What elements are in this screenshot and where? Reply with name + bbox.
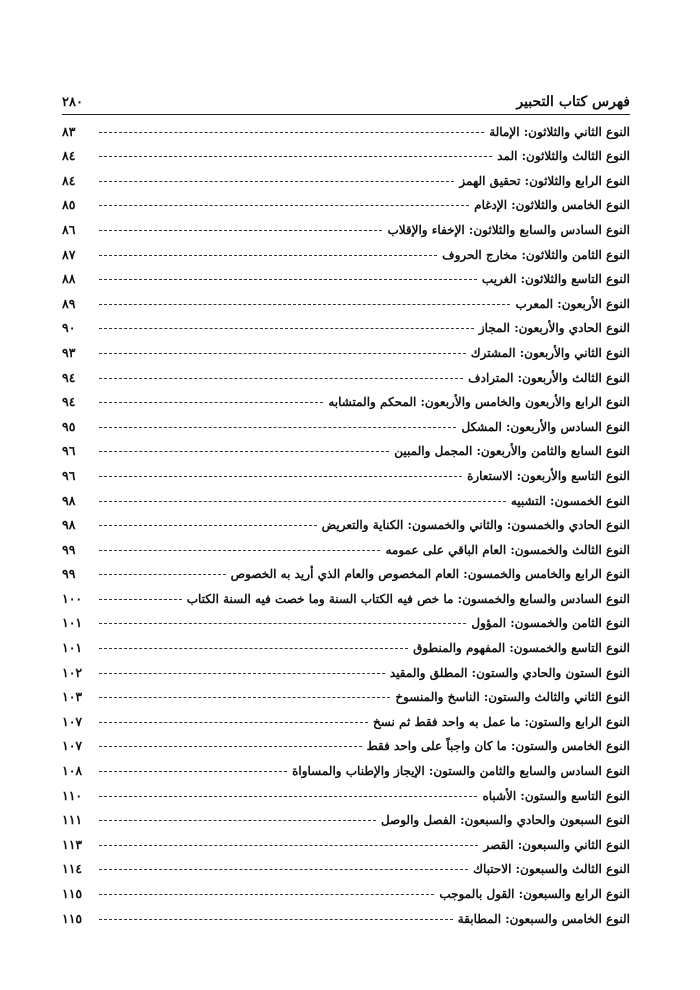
dot-leader (99, 648, 408, 649)
toc-entry (62, 778, 630, 803)
toc-entry (62, 335, 630, 360)
entry-page-number: ١١١ (62, 812, 83, 828)
entry-page-number: ٩٥ (62, 418, 76, 434)
toc-entry (62, 114, 630, 139)
entry-page-number: ١٠٠ (62, 590, 83, 606)
toc-entry (62, 360, 630, 385)
toc-entry (62, 655, 630, 680)
toc-entry (62, 704, 630, 729)
dot-leader (99, 894, 434, 895)
running-header (62, 88, 630, 110)
toc-entry (62, 901, 630, 926)
dot-leader (99, 673, 385, 674)
dot-leader (99, 919, 453, 920)
entry-title: النوع الثالث والخمسون: العام الباقي على عمومه (385, 542, 630, 557)
toc-entry (62, 606, 630, 631)
dot-leader (99, 353, 466, 354)
toc-entry (62, 508, 630, 533)
entry-title: النوع الخامس والثلاثون: الإدغام (474, 198, 630, 213)
entry-page-number: ١١٥ (62, 910, 83, 926)
dot-leader (99, 378, 463, 379)
dot-leader (99, 623, 466, 624)
entry-page-number: ٨٤ (62, 172, 76, 188)
dot-leader (99, 722, 368, 723)
entry-title: النوع الرابع والثلاثون: تحقيق الهمز (459, 173, 630, 188)
toc-entry (62, 458, 630, 483)
dot-leader (99, 599, 182, 600)
dot-leader (99, 501, 506, 502)
dot-leader (99, 796, 477, 797)
entry-title: النوع الثالث والأربعون: المترادف (468, 370, 630, 385)
entry-title: النوع الثاني والأربعون: المشترك (470, 345, 630, 360)
header-title: فهرس كتاب التحبير (516, 94, 630, 110)
entry-page-number: ١١٠ (62, 787, 83, 803)
dot-leader (99, 697, 390, 698)
entry-page-number: ١٠١ (62, 640, 83, 656)
entry-page-number: ٨٥ (62, 197, 76, 213)
entry-title: النوع الرابع والستون: ما عمل به واحد فقط ثم نسخ (373, 714, 630, 729)
entry-title: النوع الثامن والخمسون: المؤول (471, 616, 630, 631)
entry-page-number: ٨٨ (62, 271, 76, 287)
toc-entry (62, 188, 630, 213)
toc-entry (62, 852, 630, 877)
toc-entry (62, 139, 630, 164)
entry-title: النوع الحادي والأربعون: المجاز (478, 321, 630, 336)
toc-entry (62, 483, 630, 508)
toc-entry (62, 385, 630, 410)
dot-leader (99, 304, 510, 305)
entry-title: النوع التاسع والستون: الأشباه (482, 788, 630, 803)
entry-title: النوع الخمسون: التشبيه (510, 493, 630, 508)
entry-title: النوع الستون والحادي والستون: المطلق والمقيد (389, 665, 630, 680)
toc-entry (62, 753, 630, 778)
entry-title: النوع الثالث والسبعون: الاحتباك (473, 862, 630, 877)
dot-leader (99, 820, 376, 821)
entry-page-number: ٨٣ (62, 123, 76, 139)
toc-entry (62, 409, 630, 434)
dot-leader (99, 771, 287, 772)
entry-page-number: ١١٥ (62, 886, 83, 901)
entry-title: النوع الخامس والستون: ما كان واجباً على واحد فقط (366, 739, 630, 754)
entry-page-number: ١٠٨ (62, 763, 83, 779)
toc-entry (62, 630, 630, 655)
entry-page-number: ٨٤ (62, 148, 76, 164)
entry-title: النوع الرابع والسبعون: القول بالموجب (439, 887, 630, 901)
entry-title: النوع الثاني والسبعون: القصر (483, 837, 630, 852)
entry-title: النوع الثالث والثلاثون: المد (497, 149, 630, 164)
toc-entry (62, 286, 630, 311)
entry-page-number: ٩٤ (62, 394, 76, 410)
entry-title: النوع الحادي والخمسون: والثاني والخمسون: الكناية والتعريض (321, 518, 630, 533)
entry-title: النوع التاسع والثلاثون: الغريب (481, 272, 630, 287)
entry-page-number: ٨٦ (62, 221, 76, 237)
entry-page-number: ٩٩ (62, 541, 76, 557)
entry-page-number: ١٠٧ (62, 738, 83, 754)
entry-title: النوع السادس والسابع والثامن والستون: الإيجاز والإطناب والمساواة (292, 764, 630, 779)
dot-leader (99, 279, 477, 280)
entry-page-number: ١٠٧ (62, 713, 83, 729)
entry-title: النوع الثامن والثلاثون: مخارج الحروف (442, 247, 630, 262)
toc-entry (62, 803, 630, 828)
dot-leader (99, 869, 468, 870)
entry-page-number: ٨٧ (62, 246, 76, 262)
dot-leader (99, 476, 462, 477)
dot-leader (99, 132, 484, 133)
dot-leader (99, 328, 474, 329)
entry-title: النوع الرابع والخامس والخمسون: العام المخصوص والعام الذي أريد به الخصوص (230, 567, 630, 582)
dot-leader (99, 574, 226, 575)
entry-page-number: ٩٠ (62, 320, 76, 336)
entry-page-number: ٩٦ (62, 467, 76, 483)
entry-title: النوع السبعون والحادي والسبعون: الفصل والوصل (380, 813, 630, 828)
dot-leader (99, 156, 492, 157)
toc-entry (62, 532, 630, 557)
entry-page-number: ١٠١ (62, 615, 83, 631)
toc-entry (62, 262, 630, 287)
dot-leader (99, 550, 380, 551)
entry-page-number: ٩٩ (62, 566, 76, 582)
toc-entry (62, 680, 630, 705)
entry-page-number: ٩٤ (62, 369, 76, 385)
toc-entry (62, 581, 630, 606)
entry-title: النوع الثاني والثلاثون: الإمالة (489, 124, 630, 139)
toc-entry (62, 163, 630, 188)
entry-page-number: ١١٤ (62, 861, 83, 877)
dot-leader (99, 451, 389, 452)
dot-leader (99, 181, 454, 182)
entry-title: النوع التاسع والخمسون: المفهوم والمنطوق (413, 641, 630, 656)
entry-title: النوع السادس والسابع والثلاثون: الإخفاء والإقلاب (387, 222, 630, 237)
entry-page-number: ٩٣ (62, 344, 76, 360)
page-number: ٢٨٠ (62, 95, 83, 110)
entry-page-number: ٩٦ (62, 443, 76, 459)
dot-leader (99, 427, 456, 428)
entry-title: النوع السادس والأربعون: المشكل (461, 419, 630, 434)
entry-title: النوع التاسع والأربعون: الاستعارة (467, 468, 630, 483)
entry-title: النوع السادس والسابع والخمسون: ما خص فيه الكتاب السنة وما خصت فيه السنة الكتاب (186, 591, 630, 606)
dot-leader (99, 746, 362, 747)
dot-leader (99, 230, 382, 231)
entry-page-number: ١١٣ (62, 836, 83, 852)
entry-title: النوع الخامس والسبعون: المطابقة (457, 911, 630, 926)
entry-title: النوع الأربعون: المعرب (515, 296, 630, 311)
dot-leader (99, 255, 437, 256)
entry-title: النوع الثاني والثالث والستون: الناسخ والمنسوخ (395, 690, 630, 705)
toc-entry (62, 876, 630, 901)
toc-entry (62, 311, 630, 336)
dot-leader (99, 205, 469, 206)
toc-entry (62, 237, 630, 262)
toc-entry (62, 557, 630, 582)
toc-entry (62, 434, 630, 459)
entry-page-number: ١٠٣ (62, 689, 83, 705)
entry-page-number: ٩٨ (62, 517, 76, 533)
entry-title: النوع السابع والثامن والأربعون: المجمل والمبين (394, 444, 630, 459)
toc-entry (62, 212, 630, 237)
entry-title: النوع الرابع والأربعون والخامس والأربعون: المحكم والمتشابه (328, 395, 630, 410)
table-of-contents (62, 114, 630, 926)
entry-page-number: ٨٩ (62, 295, 76, 311)
dot-leader (99, 402, 323, 403)
dot-leader (99, 525, 317, 526)
toc-entry (62, 827, 630, 852)
dot-leader (99, 845, 478, 846)
toc-entry (62, 729, 630, 754)
entry-page-number: ١٠٢ (62, 664, 83, 680)
entry-page-number: ٩٨ (62, 492, 76, 508)
